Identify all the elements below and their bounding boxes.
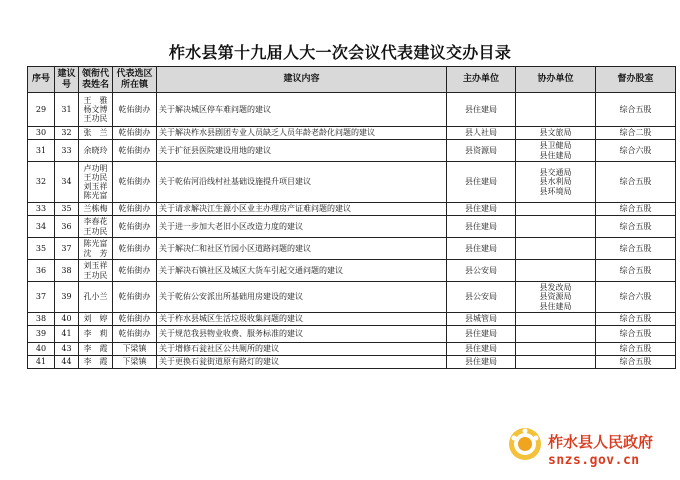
row-lead-representative: 余晓玲 (79, 140, 113, 162)
row-lead-representative: 孔小兰 (79, 282, 113, 313)
row-supervising-office: 综合五股 (596, 343, 676, 356)
row-proposal-content: 关于柞水县城区生活垃圾收集问题的建议 (157, 313, 447, 326)
row-constituency-town: 乾佑街办 (113, 260, 157, 282)
row-proposal-content: 关于解决柞水县剧团专业人员缺乏人员年龄老龄化问题的建议 (157, 127, 447, 140)
row-seq: 35 (28, 238, 55, 260)
government-watermark (508, 425, 668, 475)
row-seq: 39 (28, 326, 55, 343)
row-proposal-content: 关于进一步加大老旧小区改造力度的建议 (157, 216, 447, 238)
row-supervising-office: 综合五股 (596, 216, 676, 238)
row-lead-unit: 县资源局 (447, 140, 516, 162)
header-assisting-unit: 协办单位 (516, 67, 596, 93)
row-constituency-town: 乾佑街办 (113, 93, 157, 127)
row-lead-unit: 县住建局 (447, 216, 516, 238)
row-lead-representative: 李春花 王功民 (79, 216, 113, 238)
row-assisting-unit (516, 260, 596, 282)
row-constituency-town: 乾佑街办 (113, 216, 157, 238)
table-row (28, 216, 676, 238)
row-assisting-unit (516, 93, 596, 127)
row-supervising-office: 综合五股 (596, 326, 676, 343)
row-constituency-town: 乾佑街办 (113, 140, 157, 162)
table-row (28, 282, 676, 313)
row-supervising-office: 综合五股 (596, 260, 676, 282)
row-lead-representative: 兰栋梅 (79, 203, 113, 216)
row-seq: 36 (28, 260, 55, 282)
row-constituency-town: 乾佑街办 (113, 326, 157, 343)
row-lead-representative: 卢功明 王功民 刘玉祥 陈光富 (79, 162, 113, 203)
row-seq: 37 (28, 282, 55, 313)
row-proposal-content: 关于规范我县物业收费、服务标准的建议 (157, 326, 447, 343)
row-proposal-number: 36 (55, 216, 79, 238)
proposal-table (27, 66, 676, 369)
row-lead-unit: 县住建局 (447, 356, 516, 369)
row-proposal-content: 关于解决城区停车难问题的建议 (157, 93, 447, 127)
table-row (28, 162, 676, 203)
row-supervising-office: 综合六股 (596, 282, 676, 313)
header-seq: 序号 (28, 67, 55, 93)
row-seq: 38 (28, 313, 55, 326)
row-lead-unit: 县人社局 (447, 127, 516, 140)
row-lead-unit: 县住建局 (447, 203, 516, 216)
row-lead-representative: 李 莉 (79, 326, 113, 343)
row-proposal-number: 43 (55, 343, 79, 356)
row-proposal-number: 44 (55, 356, 79, 369)
row-proposal-content: 关于增修石瓮社区公共厕所的建议 (157, 343, 447, 356)
row-supervising-office: 综合五股 (596, 93, 676, 127)
watermark-domain: snzs.gov.cn (548, 453, 640, 468)
row-lead-representative: 刘 婷 (79, 313, 113, 326)
row-lead-unit: 县住建局 (447, 326, 516, 343)
row-lead-unit: 县住建局 (447, 343, 516, 356)
table-row (28, 140, 676, 162)
row-supervising-office: 综合五股 (596, 313, 676, 326)
row-lead-unit: 县住建局 (447, 93, 516, 127)
row-constituency-town: 乾佑街办 (113, 203, 157, 216)
row-supervising-office: 综合五股 (596, 162, 676, 203)
table-row (28, 356, 676, 369)
row-assisting-unit: 县发改局 县资源局 县住建局 (516, 282, 596, 313)
row-seq: 32 (28, 162, 55, 203)
row-constituency-town: 下梁镇 (113, 343, 157, 356)
row-constituency-town: 乾佑街办 (113, 127, 157, 140)
header-lead-unit: 主办单位 (447, 67, 516, 93)
row-proposal-number: 32 (55, 127, 79, 140)
row-proposal-number: 35 (55, 203, 79, 216)
row-seq: 30 (28, 127, 55, 140)
row-assisting-unit: 县卫健局 县住建局 (516, 140, 596, 162)
row-assisting-unit (516, 343, 596, 356)
table-row (28, 260, 676, 282)
row-supervising-office: 综合五股 (596, 203, 676, 216)
row-constituency-town: 下梁镇 (113, 356, 157, 369)
row-supervising-office: 综合五股 (596, 238, 676, 260)
row-assisting-unit (516, 326, 596, 343)
row-seq: 40 (28, 343, 55, 356)
table-row (28, 127, 676, 140)
table-row (28, 93, 676, 127)
header-proposal-content: 建议内容 (157, 67, 447, 93)
row-supervising-office: 综合二股 (596, 127, 676, 140)
row-assisting-unit (516, 216, 596, 238)
header-constituency-town: 代表选区所在镇 (113, 67, 157, 93)
row-assisting-unit (516, 356, 596, 369)
row-lead-representative: 刘玉祥 王功民 (79, 260, 113, 282)
table-row (28, 313, 676, 326)
row-assisting-unit (516, 238, 596, 260)
row-proposal-number: 31 (55, 93, 79, 127)
row-lead-representative: 王 雅 杨文博 王功民 (79, 93, 113, 127)
row-lead-representative: 张 兰 (79, 127, 113, 140)
row-seq: 33 (28, 203, 55, 216)
row-seq: 41 (28, 356, 55, 369)
document-title: 柞水县第十九届人大一次会议代表建议交办目录 (168, 43, 512, 62)
table-row (28, 238, 676, 260)
table-row (28, 326, 676, 343)
header-proposal-number: 建议号 (55, 67, 79, 93)
row-proposal-number: 40 (55, 313, 79, 326)
row-seq: 34 (28, 216, 55, 238)
row-lead-unit: 县住建局 (447, 238, 516, 260)
row-assisting-unit: 县交通局 县水利局 县环境局 (516, 162, 596, 203)
row-proposal-content: 关于解决仁和社区竹园小区道路问题的建议 (157, 238, 447, 260)
row-lead-unit: 县公安局 (447, 260, 516, 282)
row-proposal-content: 关于乾佑河沿线村社基础设施提升项目建议 (157, 162, 447, 203)
row-lead-unit: 县住建局 (447, 162, 516, 203)
row-lead-representative: 李 霞 (79, 356, 113, 369)
row-proposal-number: 38 (55, 260, 79, 282)
row-assisting-unit (516, 313, 596, 326)
row-proposal-content: 关于更换石瓮街道原有路灯的建议 (157, 356, 447, 369)
row-constituency-town: 乾佑街办 (113, 238, 157, 260)
row-proposal-content: 关于乾佑公安派出所基础用房建设的建议 (157, 282, 447, 313)
row-constituency-town: 乾佑街办 (113, 282, 157, 313)
row-proposal-number: 41 (55, 326, 79, 343)
row-constituency-town: 乾佑街办 (113, 162, 157, 203)
header-lead-representative: 领衔代表姓名 (79, 67, 113, 93)
row-seq: 31 (28, 140, 55, 162)
row-lead-unit: 县公安局 (447, 282, 516, 313)
row-proposal-number: 39 (55, 282, 79, 313)
row-supervising-office: 综合六股 (596, 140, 676, 162)
row-proposal-number: 33 (55, 140, 79, 162)
row-supervising-office: 综合五股 (596, 356, 676, 369)
row-assisting-unit (516, 203, 596, 216)
row-proposal-content: 关于请求解决江生源小区业主办理房产证难问题的建议 (157, 203, 447, 216)
row-proposal-number: 37 (55, 238, 79, 260)
row-constituency-town: 乾佑街办 (113, 313, 157, 326)
row-proposal-number: 34 (55, 162, 79, 203)
row-lead-representative: 陈光富 沈 芳 (79, 238, 113, 260)
row-lead-unit: 县城管局 (447, 313, 516, 326)
row-proposal-content: 关于解决石镇社区及城区大货车引起交通问题的建议 (157, 260, 447, 282)
row-lead-representative: 李 霞 (79, 343, 113, 356)
government-logo-icon (508, 427, 542, 461)
table-row (28, 203, 676, 216)
table-row (28, 343, 676, 356)
table-header-row (28, 67, 676, 93)
row-proposal-content: 关于扩征县医院建设用地的建议 (157, 140, 447, 162)
watermark-name: 柞水县人民政府 (548, 433, 654, 451)
row-assisting-unit: 县文旅局 (516, 127, 596, 140)
row-seq: 29 (28, 93, 55, 127)
header-supervising-office: 督办股室 (596, 67, 676, 93)
